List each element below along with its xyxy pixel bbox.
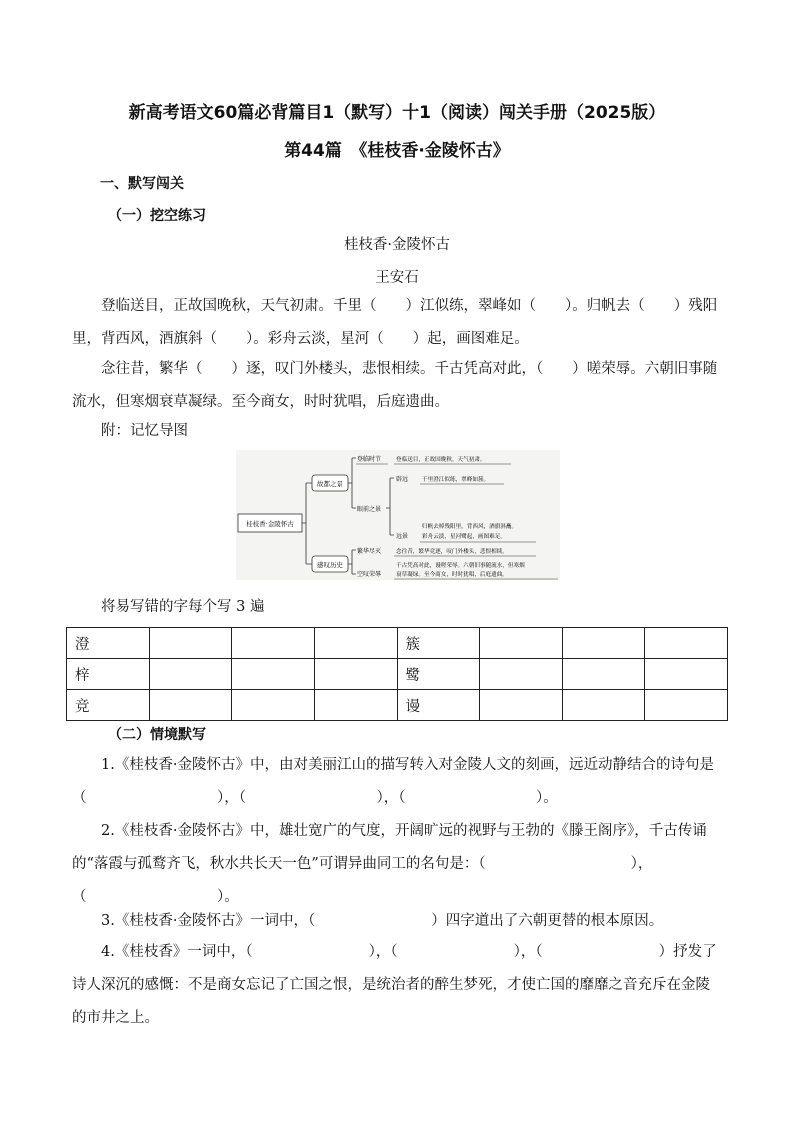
- table-cell-char: 谩: [397, 690, 480, 721]
- mindmap-sub-timing: 登临时节: [357, 456, 382, 463]
- table-row: [67, 690, 728, 721]
- mindmap-text-6: 千古凭高对此，谩嗟荣辱。六朝旧事随流水，但寒烟: [396, 563, 525, 569]
- mindmap-text-3: 归帆去棹残阳里，背西风，酒旗斜矗。: [422, 524, 518, 530]
- document-title: 新高考语文60篇必背篇目1（默写）十1（阅读）闯关手册（2025版）: [128, 103, 666, 123]
- mindmap-text-1: 登临送目，正故国晚秋，天气初肃。: [396, 457, 486, 463]
- poem-paragraph-1: 登临送目，正故国晚秋，天气初肃。千里（ ）江似练，翠峰如（ ）。归帆去（ ）残阳里，背西风，酒旗斜（ ）。彩舟云淡，星河（ ）起，画图难足。: [72, 298, 718, 347]
- table-cell-blank[interactable]: [480, 690, 563, 721]
- section-heading-dictation: 一、默写闯关: [100, 176, 184, 192]
- subsection-heading-context: （二）情境默写: [108, 727, 206, 743]
- table-cell-blank[interactable]: [314, 690, 397, 721]
- table-cell-blank[interactable]: [149, 690, 232, 721]
- mindmap-sub-view: 眼前之景: [357, 506, 382, 513]
- subsection-heading-fill-blank: （一）挖空练习: [108, 208, 206, 224]
- mindmap-leaf-near: 远景: [396, 533, 409, 540]
- table-cell-blank[interactable]: [562, 659, 645, 690]
- table-cell-char: 梓: [67, 659, 150, 690]
- question-3: 3.《桂枝香·金陵怀古》一词中，（ ）四字道出了六朝更替的根本原因。: [101, 913, 664, 929]
- table-cell-blank[interactable]: [480, 628, 563, 659]
- table-row: [67, 659, 728, 690]
- document-subtitle: 第44篇 《桂枝香·金陵怀古》: [284, 141, 510, 161]
- mindmap-sub-decline: 繁华尽灭: [357, 548, 382, 555]
- copy-instruction: 将易写错的字每个写 3 遍: [101, 599, 265, 615]
- table-cell-blank[interactable]: [645, 659, 728, 690]
- table-cell-blank[interactable]: [562, 628, 645, 659]
- question-1: 1.《桂枝香·金陵怀古》中，由对美丽江山的描写转入对金陵人文的刻画，远近动静结合的诗句是（ ），（ ），（ ）。: [72, 757, 714, 806]
- mindmap-sub-lament: 空叹荣辱: [357, 571, 382, 578]
- table-cell-char: 鹭: [397, 659, 480, 690]
- table-cell-blank[interactable]: [232, 628, 315, 659]
- table-cell-blank[interactable]: [562, 690, 645, 721]
- appendix-label: 附：记忆导图: [101, 423, 188, 439]
- table-cell-blank[interactable]: [645, 690, 728, 721]
- table-cell-blank[interactable]: [314, 628, 397, 659]
- mindmap-branch-history: 感叹历史: [317, 561, 343, 569]
- practice-grid: [66, 627, 728, 721]
- poem-title: 桂枝香·金陵怀古: [343, 237, 451, 253]
- table-cell-blank[interactable]: [480, 659, 563, 690]
- table-cell-blank[interactable]: [232, 690, 315, 721]
- table-cell-char: 竞: [67, 690, 150, 721]
- table-cell-blank[interactable]: [149, 659, 232, 690]
- table-cell-blank[interactable]: [645, 628, 728, 659]
- poem-paragraph-2: 念往昔，繁华（ ）逐，叹门外楼头，悲恨相续。千古凭高对此，（ ）嗟荣辱。六朝旧事随流水，但寒烟衰草凝绿。至今商女，时时犹唱，后庭遗曲。: [72, 361, 718, 410]
- table-cell-char: 澄: [67, 628, 150, 659]
- mindmap-text-7: 衰草凝绿。至今商女，时时犹唱，后庭遗曲。: [396, 572, 508, 578]
- mindmap-branch-scenery: 故都之景: [317, 480, 343, 488]
- table-cell-blank[interactable]: [232, 659, 315, 690]
- mindmap-leaf-far: 辟远: [396, 476, 409, 483]
- table-cell-blank[interactable]: [149, 628, 232, 659]
- mindmap-text-5: 念往昔，繁华竞逐，叹门外楼头，悲恨相续。: [396, 549, 508, 555]
- question-2: 2.《桂枝香·金陵怀古》中，雄壮宽广的气度，开阔旷远的视野与王勃的《滕王阁序》，千古传诵的“落霞与孤鹜齐飞，秋水共长天一色”可谓异曲同工的名句是：（ ），（ ）。: [72, 823, 707, 905]
- poem-author: 王安石: [375, 270, 419, 286]
- mindmap-text-2: 千里澄江似练，翠峰如簇。: [422, 477, 490, 483]
- table-row: [67, 628, 728, 659]
- table-cell-blank[interactable]: [314, 659, 397, 690]
- mindmap-text-4: 彩舟云淡，星河鹭起，画图难足。: [422, 534, 506, 540]
- mindmap-root: 桂枝香·金陵怀古: [246, 520, 294, 528]
- memory-mind-map: [236, 450, 560, 580]
- table-cell-char: 簇: [397, 628, 480, 659]
- question-4: 4.《桂枝香》一词中，（ ），（ ），（ ）抒发了诗人深沉的感慨：不是商女忘记了亡国之恨，是统治者的醉生梦死，才使亡国的靡靡之音充斥在金陵的市井之上。: [72, 944, 717, 1026]
